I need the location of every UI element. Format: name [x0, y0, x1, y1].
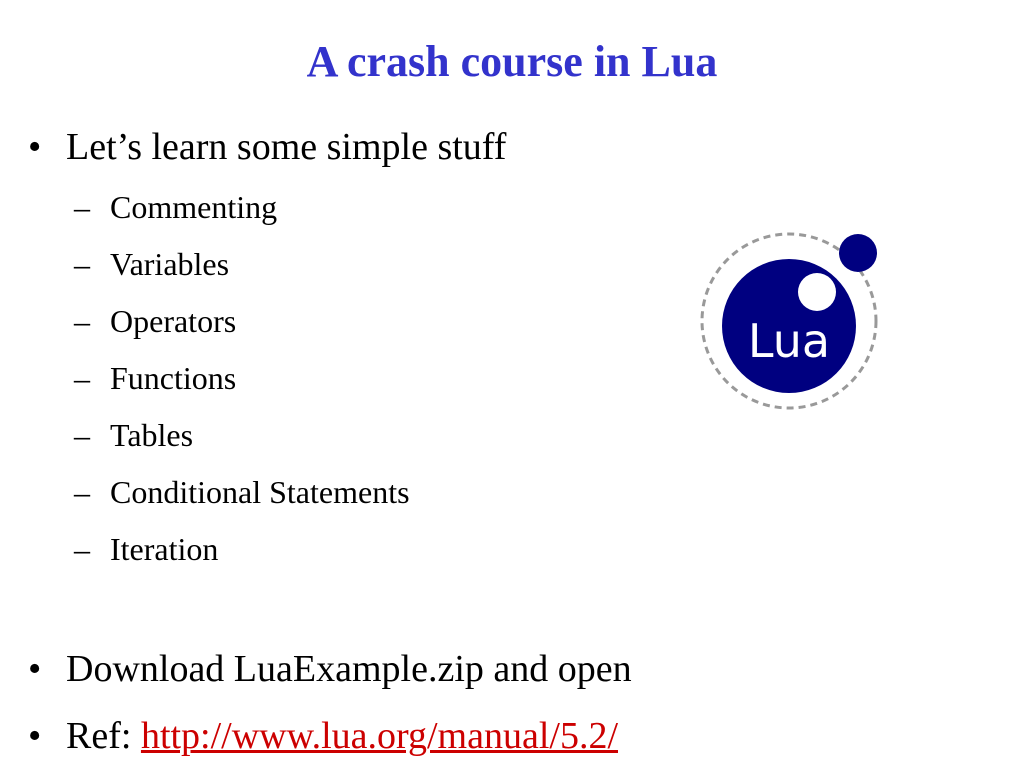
manual-link[interactable]: http://www.lua.org/manual/5.2/ [140, 715, 618, 757]
bullet-item [28, 646, 632, 692]
bullet-item [28, 713, 618, 759]
sub-item [74, 301, 236, 341]
sub-item-text: Operators [110, 303, 237, 339]
dash-marker: – [74, 303, 90, 339]
bullet-marker: • [28, 715, 42, 757]
sub-item [74, 244, 229, 284]
dash-marker: – [74, 246, 90, 282]
sub-item-text: Iteration [110, 531, 219, 567]
sub-item-text: Functions [110, 360, 237, 396]
slide-title: A crash course in Lua [306, 37, 718, 86]
dash-marker: – [74, 360, 90, 396]
lua-logo-icon [700, 230, 882, 412]
sub-item [74, 529, 218, 569]
dash-marker: – [74, 474, 90, 510]
sub-item [74, 358, 236, 398]
logo-moon [839, 234, 877, 272]
logo-moon-hole [798, 273, 836, 311]
sub-item-text: Conditional Statements [110, 474, 410, 510]
bullet-marker: • [28, 126, 42, 168]
logo-text: Lua [747, 314, 831, 368]
dash-marker: – [74, 189, 90, 225]
sub-item-text: Commenting [110, 189, 278, 225]
sub-item [74, 187, 277, 227]
sub-item [74, 472, 410, 512]
bullet-text: Download LuaExample.zip and open [66, 648, 632, 690]
sub-item [74, 415, 193, 455]
bullet-item [28, 124, 506, 170]
sub-item-text: Tables [110, 417, 194, 453]
bullet-text: Let’s learn some simple stuff [66, 126, 507, 168]
dash-marker: – [74, 531, 90, 567]
bullet-marker: • [28, 648, 42, 690]
ref-prefix: Ref: [66, 715, 141, 757]
sub-item-text: Variables [110, 246, 230, 282]
dash-marker: – [74, 417, 90, 453]
